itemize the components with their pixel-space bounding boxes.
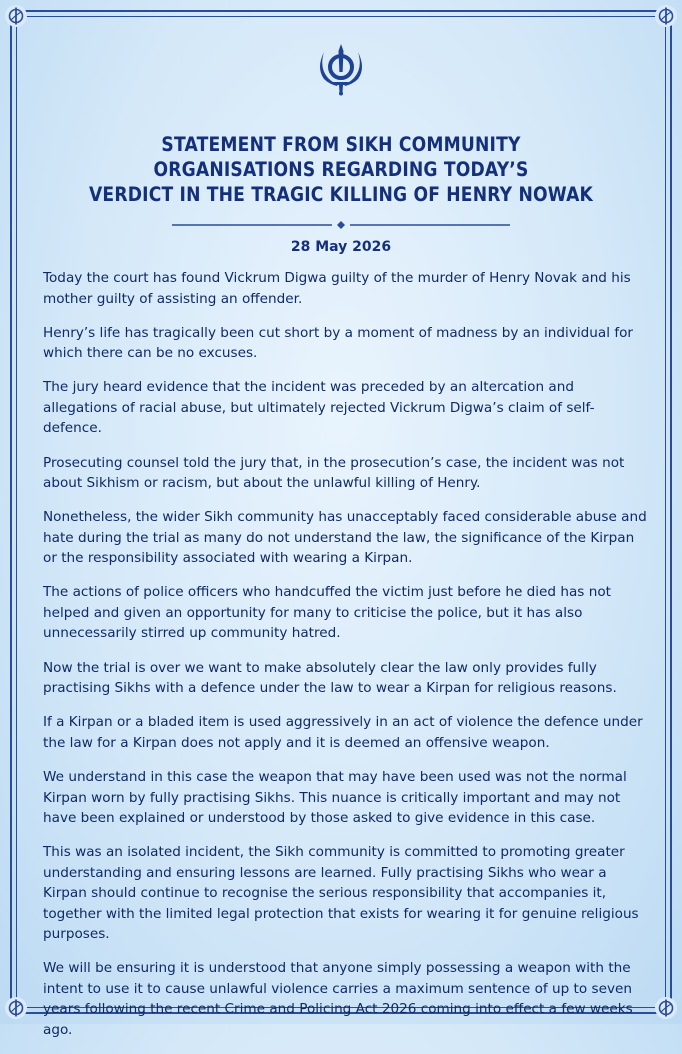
paragraph: If a Kirpan or a bladed item is used aggressively in an act of violence the defence under the law for a Kirpan does not apply and it is deemed an offensive weapon.: [43, 714, 643, 751]
title-line: STATEMENT FROM SIKH COMMUNITY: [161, 133, 521, 156]
paragraph: We understand in this case the weapon that may have been used was not the normal Kirpan worn by fully practising Sikhs. This nuance is critically important and may not have been explained or understood by those asked to give evidence in this case.: [43, 769, 627, 826]
khanda-icon: [318, 42, 364, 96]
title-line: ORGANISATIONS REGARDING TODAY’S: [153, 158, 529, 181]
page-title: [76, 132, 606, 207]
statement-body: [43, 268, 647, 1054]
paragraph: This was an isolated incident, the Sikh community is committed to promoting greater understanding and ensuring lessons are learned. Fully practising Sikhs who wear a Kirpan should continue to recognise the serious responsibility that accompanies it, together with the limited legal protection that exists for wearing it for genuine religious purposes.: [43, 844, 639, 943]
title-line: VERDICT IN THE TRAGIC KILLING OF HENRY NOWAK: [88, 183, 594, 206]
paragraph: Nonetheless, the wider Sikh community has unacceptably faced considerable abuse and hate during the trial as many do not understand the law, the significance of the Kirpan or the responsibility associated with wearing a Kirpan.: [43, 509, 647, 567]
khanda-corner-icon: [655, 997, 677, 1019]
khanda-corner-icon: [5, 997, 27, 1019]
paragraph: Prosecuting counsel told the jury that, in the prosecution’s case, the incident was not about Sikhism or racism, but about the unlawful killing of Henry.: [43, 454, 625, 492]
khanda-corner-icon: [655, 5, 677, 27]
paragraph: Now the trial is over we want to make absolutely clear the law only provides fully practising Sikhs with a defence under the law to wear a Kirpan for religious reasons.: [43, 659, 617, 697]
paragraph: The jury heard evidence that the incident was preceded by an altercation and allegations of racial abuse, but ultimately rejected Vickrum Digwa’s claim of self-defence.: [43, 379, 595, 437]
paragraph: Today the court has found Vickrum Digwa guilty of the murder of Henry Novak and his mother guilty of assisting an offender.: [43, 270, 631, 307]
paragraph: The actions of police officers who handcuffed the victim just before he died has not helped and given an opportunity for many to criticise the police, but it has also unnecessarily stirred up community hatred.: [43, 584, 611, 642]
title-divider: [172, 220, 510, 230]
paragraph: We will be ensuring it is understood that anyone simply possessing a weapon with the intent to use it to cause unlawful violence carries a maximum sentence of up to seven years following the recent Crime and Policing Act 2026 coming into effect a few weeks ago.: [43, 960, 633, 1038]
statement-date: 28 May 2026: [290, 239, 392, 255]
khanda-corner-icon: [5, 5, 27, 27]
paragraph: Henry’s life has tragically been cut short by a moment of madness by an individual for which there can be no excuses.: [43, 324, 634, 362]
